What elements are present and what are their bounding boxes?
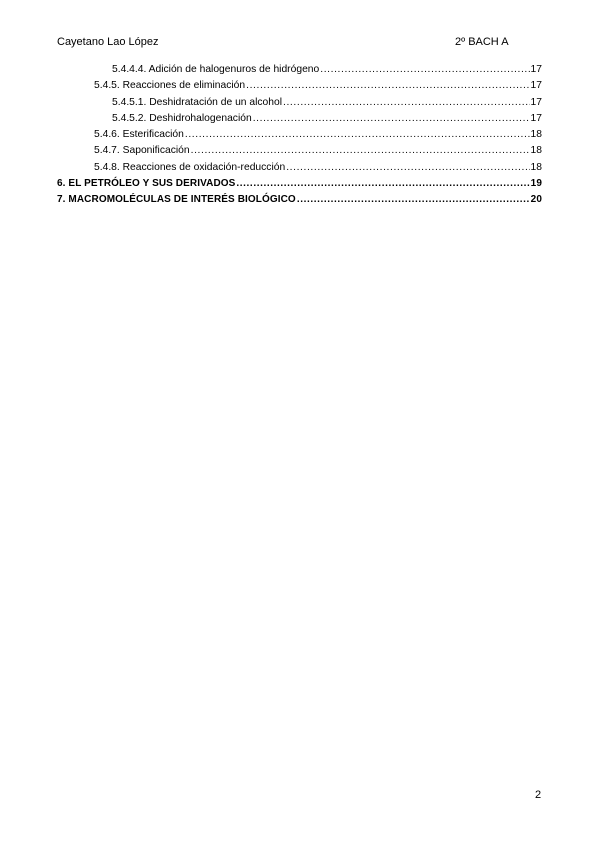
toc-entry-label: 7. MACROMOLÉCULAS DE INTERÉS BIOLÓGICO [57, 194, 296, 206]
toc-leader-dots [246, 78, 529, 94]
toc-entry-label: 5.4.5.2. Deshidrohalogenación [112, 112, 252, 124]
toc-leader-dots [297, 192, 530, 208]
toc-entry-page: 18 [530, 129, 542, 141]
toc-entry-label: 5.4.8. Reacciones de oxidación-reducción [94, 161, 286, 173]
toc-leader-dots [320, 62, 529, 78]
toc-entry [57, 160, 542, 176]
toc-entry-page: 17 [530, 80, 542, 92]
table-of-contents [57, 62, 542, 209]
toc-entry [57, 62, 542, 78]
toc-leader-dots [191, 143, 530, 159]
toc-entry-page: 19 [530, 178, 542, 190]
toc-entry [57, 78, 542, 94]
course-label: 2º BACH A [455, 36, 509, 48]
toc-entry [57, 111, 542, 127]
toc-entry-label: 5.4.5.1. Deshidratación de un alcohol [112, 96, 283, 108]
toc-leader-dots [253, 111, 530, 127]
toc-entry [57, 127, 542, 143]
toc-leader-dots [283, 95, 530, 111]
toc-entry-label: 6. EL PETRÓLEO Y SUS DERIVADOS [57, 178, 236, 190]
toc-entry-page: 17 [530, 112, 542, 124]
toc-entry [57, 143, 542, 159]
toc-leader-dots [185, 127, 530, 143]
page-number: 2 [535, 789, 542, 801]
toc-entry-label: 5.4.6. Esterificación [94, 129, 184, 141]
toc-entry-chapter [57, 176, 542, 192]
toc-entry-page: 18 [530, 145, 542, 157]
toc-entry-page: 18 [530, 161, 542, 173]
toc-entry [57, 95, 542, 111]
author-name: Cayetano Lao López [57, 36, 159, 48]
toc-entry-page: 20 [530, 194, 542, 206]
toc-entry-page: 17 [530, 64, 542, 75]
toc-entry-page: 17 [530, 96, 542, 108]
toc-leader-dots [286, 160, 529, 176]
toc-leader-dots [236, 176, 529, 192]
toc-entry-chapter [57, 192, 542, 208]
toc-entry-label: 5.4.5. Reacciones de eliminación [94, 80, 246, 92]
toc-entry-label: 5.4.7. Saponificación [94, 145, 190, 157]
toc-entry-label: 5.4.4.4. Adición de halogenuros de hidrógeno [112, 64, 320, 75]
